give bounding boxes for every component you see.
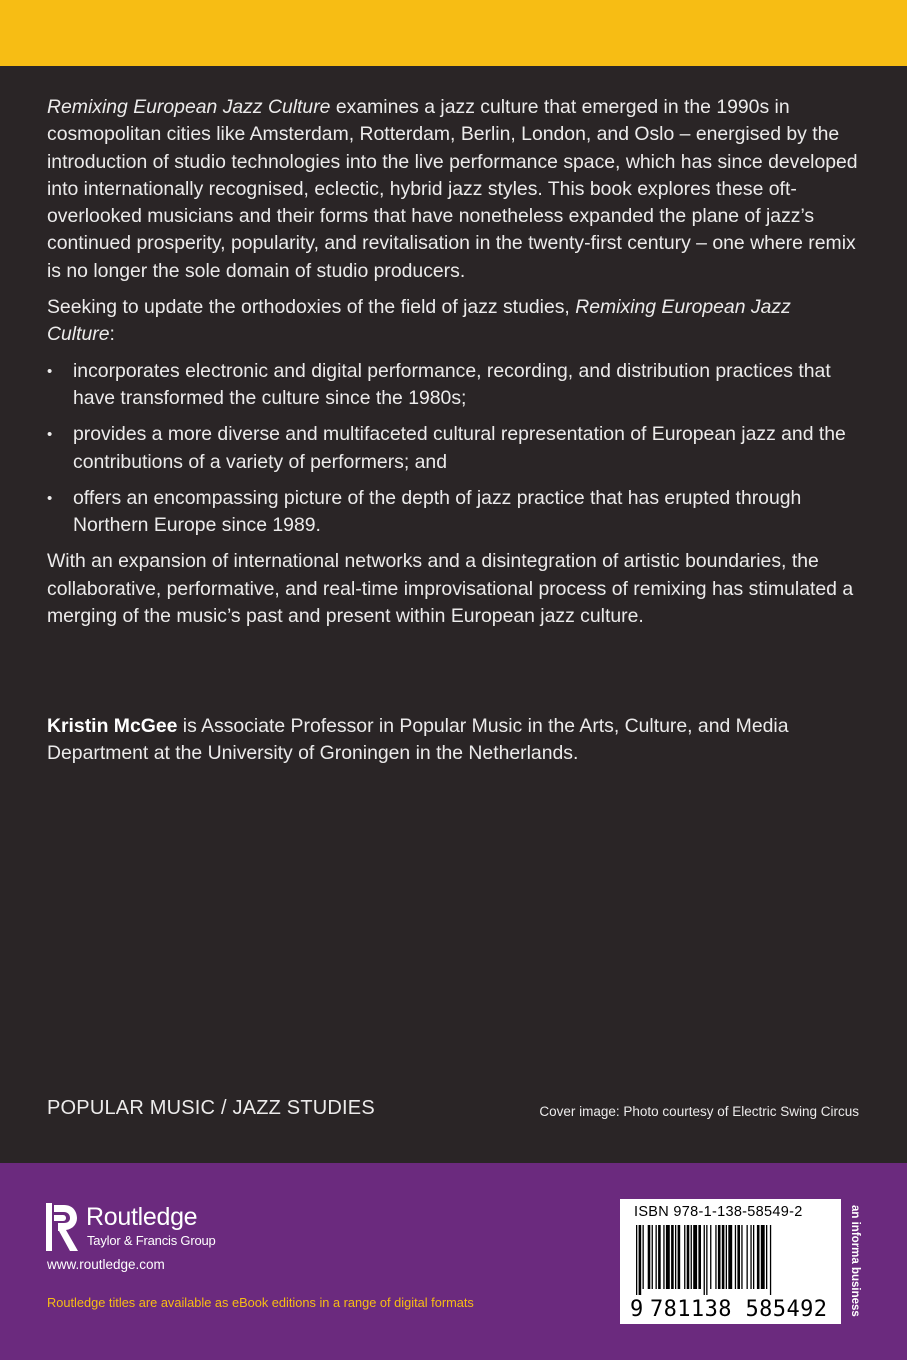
blurb-paragraph-1 (47, 94, 862, 285)
bullet-icon: • (47, 426, 53, 444)
ean-digits: 781138 585492 (650, 1297, 828, 1322)
blurb-paragraph-3: With an expansion of international networks and a disintegration of artistic boundaries, the collaborative, performative, and real-time improvisational process of remixing has stimulated a merging of the music’s past and present within European jazz culture. (47, 550, 854, 628)
feature-text: provides a more diverse and multifaceted cultural representation of European jazz and the contributions of a variety of performers; and (73, 423, 846, 473)
author-name: Kristin McGee (47, 715, 178, 737)
informa-business-tag (849, 1205, 863, 1323)
feature-text: offers an encompassing picture of the depth of jazz practice that has erupted through Northern Europe since 1989. (73, 486, 802, 537)
feature-list-item (47, 358, 862, 413)
book-blurb (47, 94, 862, 639)
informa-text: an informa business (849, 1205, 861, 1317)
cover-image-credit: Cover image: Photo courtesy of Electric Swing Circus (539, 1104, 859, 1119)
description-panel (0, 66, 907, 1163)
blurb-paragraph-2-end: : (109, 323, 115, 346)
blurb-paragraph-2 (47, 294, 862, 349)
author-bio (47, 713, 862, 768)
publisher-group: Taylor & Francis Group (87, 1233, 216, 1248)
publisher-footer (0, 1163, 907, 1360)
top-color-band (0, 0, 907, 66)
publisher-name: Routledge (86, 1203, 198, 1231)
feature-list (47, 358, 862, 540)
book-title-italic: Remixing European Jazz Culture (47, 96, 331, 118)
bullet-icon: • (47, 362, 53, 380)
ean-first-digit: 9 (630, 1297, 644, 1322)
isbn-label: ISBN 978-1-138-58549-2 (634, 1204, 803, 1220)
ebook-availability-note: Routledge titles are available as eBook editions in a range of digital formats (47, 1295, 474, 1310)
subject-category: POPULAR MUSIC / JAZZ STUDIES (47, 1097, 375, 1119)
publisher-website: www.routledge.com (47, 1257, 165, 1272)
feature-text: incorporates electronic and digital performance, recording, and distribution practices that have transformed the culture since the 1980s; (73, 359, 831, 409)
author-bio-text: is Associate Professor in Popular Music in the Arts, Culture, and Media Department at the University of Groningen in the Netherlands. (47, 715, 789, 765)
feature-list-item (47, 485, 862, 540)
barcode-icon (630, 1225, 834, 1295)
book-title-italic: Remixing European Jazz Culture (47, 296, 791, 346)
blurb-paragraph-1-text: examines a jazz culture that emerged in the 1990s in cosmopolitan cities like Amsterdam, Rotterdam, Berlin, London, and Oslo – energised by the introduction of studio technologies into the live performance space, which has since developed into internationally recognised, eclectic, hybrid jazz styles. This book explores these oft-overlooked musicians and their forms that have nonetheless expanded the plane of jazz’s continued prosperity, popularity, and revitalisation in the twenty-first century – one where remix is no longer the sole domain of studio producers. (47, 96, 858, 282)
routledge-logo-icon (44, 1201, 80, 1253)
isbn-barcode-box (620, 1199, 841, 1324)
bullet-icon: • (47, 489, 53, 507)
feature-list-item (47, 421, 862, 476)
blurb-paragraph-2-text: Seeking to update the orthodoxies of the field of jazz studies, (47, 296, 576, 319)
